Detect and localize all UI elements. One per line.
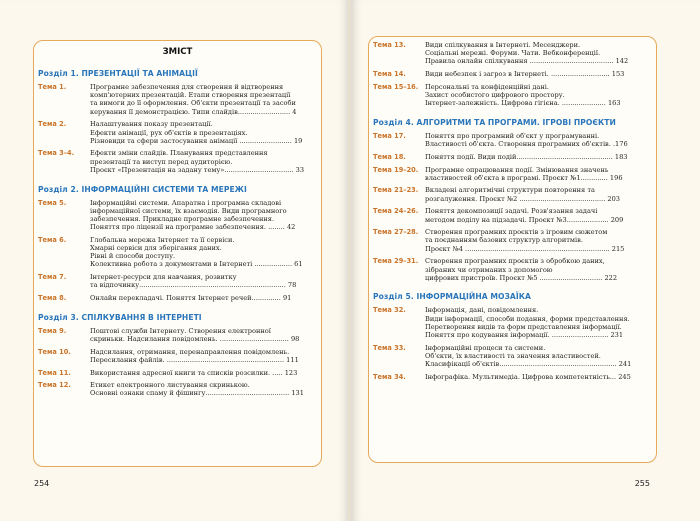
toc-content-right — [373, 41, 652, 392]
toc-entry — [38, 294, 317, 302]
topic-label: Тема 21–23. — [373, 186, 419, 195]
toc-entry — [38, 381, 317, 397]
topic-line: керування її демонстрацією. Типи слайдів......................... 4 — [90, 107, 297, 116]
section-heading: Розділ 1. ПРЕЗЕНТАЦІЇ ТА АНІМАЦІЇ — [38, 69, 198, 78]
toc-entry — [373, 228, 652, 253]
topic-label: Тема 1. — [38, 83, 67, 91]
topic-line: Види спілкування в Інтернеті. Месенджери. — [425, 41, 581, 49]
topic-line: Види небезпек і загроз в Інтернеті. ............................ 153 — [425, 70, 625, 79]
topic-line: Глобальна мережа Інтернет та її сервіси. — [90, 235, 235, 244]
toc-title: ЗМІСТ — [162, 47, 193, 57]
toc-entry — [373, 41, 652, 66]
topic-line: інформаційної системи, їх взаємодія. Види програмного — [90, 206, 287, 215]
topic-line: Соціальні мережі. Форуми. Чати. Вебконференції. — [425, 49, 601, 58]
topic-label: Тема 32. — [373, 306, 406, 315]
topic-label: Тема 13. — [373, 41, 406, 49]
topic-label: Тема 27–28. — [373, 228, 419, 237]
toc-entry — [373, 207, 652, 223]
topic-line: Надсилання, отримання, перенаправлення повідомлень. — [90, 347, 290, 356]
toc-content-left — [38, 45, 317, 408]
topic-line: Інтернет-ресурси для навчання, розвитку — [90, 273, 237, 282]
topic-text — [90, 149, 317, 174]
topic-label: Тема 5. — [38, 198, 67, 207]
toc-entry — [38, 348, 317, 364]
topic-label: Тема 10. — [38, 347, 71, 356]
topic-label: Тема 7. — [38, 273, 67, 282]
topic-line: Поняття про програмний об'єкт у програмуванні. — [425, 131, 600, 140]
topic-text — [425, 186, 652, 202]
topic-text — [425, 41, 652, 66]
topic-line: Правила онлайн спілкування ........................................ 142 — [425, 57, 629, 66]
topic-line: Захист особистого цифрового простору. — [425, 91, 565, 100]
section-gap — [38, 402, 317, 408]
topic-line: Вкладені алгоритмічні структури повторення та — [425, 186, 595, 195]
toc-frame-left — [33, 40, 322, 467]
topic-label: Тема 11. — [38, 368, 71, 377]
topic-text — [90, 199, 317, 232]
topic-text — [425, 207, 652, 223]
topic-line: Ефекти зміни слайдів. Планування представлення — [90, 149, 268, 158]
topic-label: Тема 29–31. — [373, 257, 419, 266]
topic-line: Хмарні сервіси для зберігання даних. — [90, 244, 222, 253]
topic-line: Інформаційні процеси та системи. — [425, 343, 546, 352]
topic-text — [90, 120, 317, 145]
topic-line: Ефекти анімації, рух об'єктів в презентаціях. — [90, 128, 248, 137]
topic-line: Об'єкти, їх властивості та значення властивостей. — [425, 351, 601, 360]
topic-text — [90, 381, 317, 397]
topic-line: цифрових пристроїв. Проєкт №5 .............................. 222 — [425, 273, 618, 282]
toc-entry — [373, 132, 652, 148]
toc-entry — [38, 149, 317, 174]
toc-entry — [373, 186, 652, 202]
topic-line: Використання адресної книги та списків розсилки. ..... 123 — [90, 368, 298, 377]
section-heading: Розділ 3. СПІЛКУВАННЯ В ІНТЕРНЕТІ — [38, 312, 202, 322]
toc-entry — [373, 257, 652, 282]
topic-line: Поняття про ліцензії на програмне забезпечення. ........ 42 — [90, 223, 296, 232]
toc-frame-right — [368, 36, 657, 463]
topic-text — [425, 83, 652, 108]
topic-line: та поєднанням базових структур алгоритмів. — [425, 236, 583, 245]
topic-line: Різновиди та сфери застосування анімації ......................... 19 — [90, 136, 303, 145]
topic-line: Поняття декомпозиції задачі. Розв'язання задачі — [425, 207, 598, 216]
topic-label: Тема 14. — [373, 70, 406, 79]
topic-line: Інтернет-залежність. Цифрова гігієна. ..................... 163 — [425, 99, 621, 108]
topic-line: та відпочинку...................................................................... 78 — [90, 281, 297, 290]
topic-text — [90, 327, 317, 343]
topic-line: комп'ютерних презентацій. Етапи створення презентації — [90, 91, 291, 100]
page-number-right: 255 — [634, 479, 650, 488]
topic-line: розгалуження. Проєкт №2 ......................................... 203 — [425, 194, 620, 203]
topic-line: Програмне опрацювання події. Змінювання значень — [425, 165, 609, 174]
topic-line: Класифікації об'єктів........................................................ 241 — [425, 360, 632, 369]
topic-text — [90, 83, 317, 116]
topic-text — [90, 348, 317, 364]
topic-line: забезпечення. Прикладне програмне забезпечення. — [90, 214, 275, 223]
topic-text — [425, 153, 652, 161]
toc-entry — [38, 120, 317, 145]
topic-line: Налаштування показу презентації. — [90, 120, 213, 129]
topic-line: Інформаційні системи. Апаратна і програмна складові — [90, 198, 282, 207]
toc-entry — [373, 344, 652, 369]
toc-entry — [38, 273, 317, 289]
topic-label: Тема 33. — [373, 343, 406, 352]
topic-text — [425, 228, 652, 253]
topic-line: Поняття про кодування інформації. ........................... 231 — [425, 331, 624, 340]
toc-entry — [373, 373, 652, 381]
topic-text — [425, 344, 652, 369]
topic-line: Види інформації, способи подання, форми представлення. — [425, 314, 630, 323]
topic-text — [90, 294, 317, 302]
topic-line: Колективна робота з документами в Інтернеті .................. 61 — [90, 260, 303, 269]
topic-line: Поняття події. Види подій.............................................. 183 — [425, 152, 628, 161]
section-heading: Розділ 2. ІНФОРМАЦІЙНІ СИСТЕМИ ТА МЕРЕЖІ — [38, 184, 247, 194]
topic-line: Поштові служби Інтернету. Створення електронної — [90, 326, 271, 335]
section-heading: Розділ 5. ІНФОРМАЦІЙНА МОЗАЇКА — [373, 292, 531, 302]
topic-text — [90, 236, 317, 269]
topic-line: Програмне забезпечення для створення й відтворення — [90, 83, 284, 91]
right-page — [351, 0, 700, 521]
section-heading: Розділ 4. АЛГОРИТМИ ТА ПРОГРАМИ. ІГРОВІ ПРОЄКТИ — [373, 117, 616, 127]
left-page — [0, 0, 349, 521]
topic-line: скриньки. Надсилання повідомлень. ................................. 98 — [90, 334, 300, 343]
topic-label: Тема 15–16. — [373, 82, 419, 91]
topic-label: Тема 9. — [38, 326, 67, 335]
toc-entry — [38, 83, 317, 116]
topic-text — [90, 273, 317, 289]
topic-label: Тема 12. — [38, 381, 71, 390]
toc-entry — [373, 306, 652, 339]
topic-label: Тема 24–26. — [373, 207, 419, 216]
topic-line: Рівні й способи доступу. — [90, 252, 176, 261]
topic-line: Онлайн перекладачі. Поняття Інтернет речей.............. 91 — [90, 294, 292, 303]
topic-line: Властивості об'єкта. Створення програмних об'єктів. .176 — [425, 140, 628, 149]
topic-line: Перетворення видів та форм представлення інформації. — [425, 322, 622, 331]
toc-entry — [38, 236, 317, 269]
topic-text — [425, 257, 652, 282]
page-number-left: 254 — [34, 479, 50, 488]
topic-label: Тема 34. — [373, 372, 406, 381]
toc-entry — [38, 369, 317, 377]
topic-label: Тема 3–4. — [38, 149, 75, 158]
section-gap — [373, 386, 652, 392]
toc-entry — [373, 83, 652, 108]
topic-line: та вимоги до її оформлення. Об'єкти презентації та засоби — [90, 99, 296, 108]
topic-text — [425, 132, 652, 148]
topic-line: Етикет електронного листування скринькою. — [90, 381, 250, 390]
topic-line: методом поділу на підзадачі. Проєкт №3.................... 209 — [425, 215, 624, 224]
topic-line: зібраних чи отриманих з допомогою — [425, 265, 553, 274]
topic-line: Основні ознаки спаму й фішингу........................................ 131 — [90, 389, 304, 398]
topic-line: Персональні та конфіденційні дані. — [425, 82, 549, 91]
topic-line: Створення програмних проєктів з ігровим сюжетом — [425, 228, 608, 237]
topic-label: Тема 19–20. — [373, 165, 419, 174]
topic-text — [425, 166, 652, 182]
topic-line: Інформація, дані, повідомлення. — [425, 306, 539, 315]
toc-entry — [373, 153, 652, 161]
topic-label: Тема 18. — [373, 152, 406, 161]
topic-text — [425, 70, 652, 78]
toc-entry — [373, 166, 652, 182]
topic-text — [425, 373, 652, 381]
topic-line: Інфографіка. Мультимедіа. Цифрова компетентність... 245 — [425, 372, 631, 381]
topic-line: Створення програмних проєктів з обробкою даних, — [425, 257, 605, 266]
topic-label: Тема 17. — [373, 131, 406, 140]
topic-line: Проєкт №4 ..................................................................... 215 — [425, 244, 625, 253]
topic-line: властивостей об'єкта в програмі. Проєкт №1............. 196 — [425, 173, 623, 182]
topic-label: Тема 8. — [38, 294, 67, 303]
topic-line: презентації та виступ перед аудиторією. — [90, 157, 233, 166]
topic-line: Проєкт «Презентація на задану тему»................................. 33 — [90, 165, 305, 174]
topic-label: Тема 2. — [38, 120, 67, 129]
toc-entry — [38, 327, 317, 343]
toc-entry — [38, 199, 317, 232]
topic-text — [425, 306, 652, 339]
toc-entry — [373, 70, 652, 78]
topic-label: Тема 6. — [38, 235, 67, 244]
topic-text — [90, 369, 317, 377]
topic-line: Пересилання файлів. ........................................................ 111 — [90, 355, 299, 364]
